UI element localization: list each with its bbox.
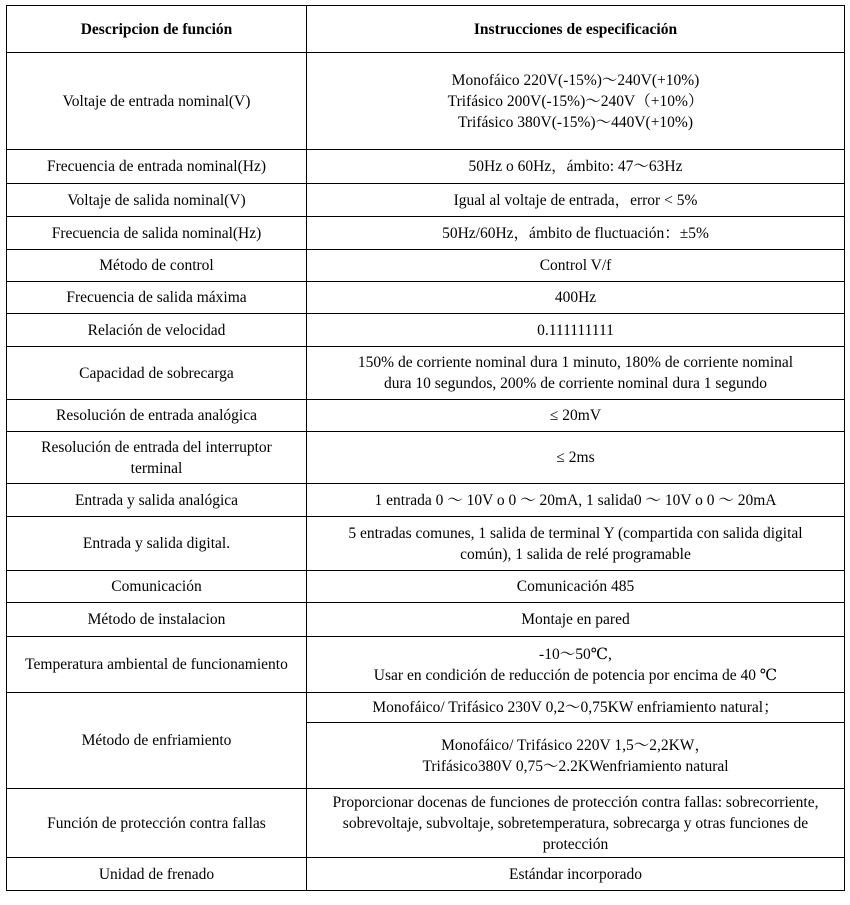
row-value: Comunicación 485 bbox=[307, 571, 845, 603]
row-label: Frecuencia de entrada nominal(Hz) bbox=[7, 150, 307, 184]
table-row bbox=[7, 571, 845, 603]
table-row bbox=[7, 282, 845, 314]
row-value: Estándar incorporado bbox=[307, 858, 845, 891]
row-value: -10～50℃, Usar en condición de reducción de potencia por encima de 40 ℃ bbox=[307, 637, 845, 693]
row-label: Método de instalacion bbox=[7, 603, 307, 637]
table-row bbox=[7, 517, 845, 571]
row-value: 0.111111111 bbox=[307, 314, 845, 347]
row-value: Control V/f bbox=[307, 250, 845, 282]
row-label: Voltaje de salida nominal(V) bbox=[7, 184, 307, 217]
row-label: Entrada y salida digital. bbox=[7, 517, 307, 571]
table-row bbox=[7, 637, 845, 693]
table-row bbox=[7, 484, 845, 517]
row-value: 1 entrada 0 ～ 10V o 0 ～ 20mA, 1 salida0 ～ 10V o 0 ～ 20mA bbox=[307, 484, 845, 517]
row-label: Relación de velocidad bbox=[7, 314, 307, 347]
row-label: Comunicación bbox=[7, 571, 307, 603]
header-row bbox=[7, 6, 845, 53]
row-label: Resolución de entrada del interruptor terminal bbox=[7, 432, 307, 484]
table-row bbox=[7, 184, 845, 217]
table-row bbox=[7, 603, 845, 637]
table-row bbox=[7, 693, 845, 723]
row-value: Igual al voltaje de entrada，error < 5% bbox=[307, 184, 845, 217]
row-value: ≤ 2ms bbox=[307, 432, 845, 484]
row-label: Resolución de entrada analógica bbox=[7, 400, 307, 432]
table-row bbox=[7, 314, 845, 347]
header-specification: Instrucciones de especificación bbox=[307, 6, 845, 53]
row-label: Frecuencia de salida nominal(Hz) bbox=[7, 217, 307, 250]
table-row bbox=[7, 217, 845, 250]
table-row bbox=[7, 347, 845, 400]
header-function: Descripcion de función bbox=[7, 6, 307, 53]
table-row bbox=[7, 150, 845, 184]
row-value: Monofáico 220V(-15%)～240V(+10%) Trifásico 200V(-15%)～240V（+10%） Trifásico 380V(-15%)～440V(+10%) bbox=[307, 53, 845, 150]
row-label: Temperatura ambiental de funcionamiento bbox=[7, 637, 307, 693]
row-label: Entrada y salida analógica bbox=[7, 484, 307, 517]
table-row bbox=[7, 250, 845, 282]
row-value: Proporcionar docenas de funciones de protección contra fallas: sobrecorriente, sobrevoltaje, subvoltaje, sobretemperatura, sobrecarga y otras funciones de protección bbox=[307, 789, 845, 858]
row-value: ≤ 20mV bbox=[307, 400, 845, 432]
row-value: 50Hz/60Hz，ámbito de fluctuación：±5% bbox=[307, 217, 845, 250]
row-value: 5 entradas comunes, 1 salida de terminal Y (compartida con salida digital común), 1 salida de relé programable bbox=[307, 517, 845, 571]
row-value: 50Hz o 60Hz，ámbito: 47～63Hz bbox=[307, 150, 845, 184]
row-value: Monofáico/ Trifásico 220V 1,5～2,2KW， Trifásico380V 0,75～2.2KWenfriamiento natural bbox=[307, 723, 845, 789]
row-value: Monofáico/ Trifásico 230V 0,2～0,75KW enfriamiento natural； bbox=[307, 693, 845, 723]
table-row bbox=[7, 789, 845, 858]
row-value: Montaje en pared bbox=[307, 603, 845, 637]
row-value: 150% de corriente nominal dura 1 minuto, 180% de corriente nominal dura 10 segundos, 200% de corriente nominal dura 1 segundo bbox=[307, 347, 845, 400]
row-label: Voltaje de entrada nominal(V) bbox=[7, 53, 307, 150]
spec-table bbox=[6, 5, 845, 891]
row-label: Capacidad de sobrecarga bbox=[7, 347, 307, 400]
row-label: Método de control bbox=[7, 250, 307, 282]
row-value: 400Hz bbox=[307, 282, 845, 314]
row-label: Método de enfriamiento bbox=[7, 693, 307, 789]
row-label: Función de protección contra fallas bbox=[7, 789, 307, 858]
row-label: Unidad de frenado bbox=[7, 858, 307, 891]
table-row bbox=[7, 400, 845, 432]
row-label: Frecuencia de salida máxima bbox=[7, 282, 307, 314]
table-row bbox=[7, 53, 845, 150]
table-row bbox=[7, 858, 845, 891]
table-row bbox=[7, 432, 845, 484]
